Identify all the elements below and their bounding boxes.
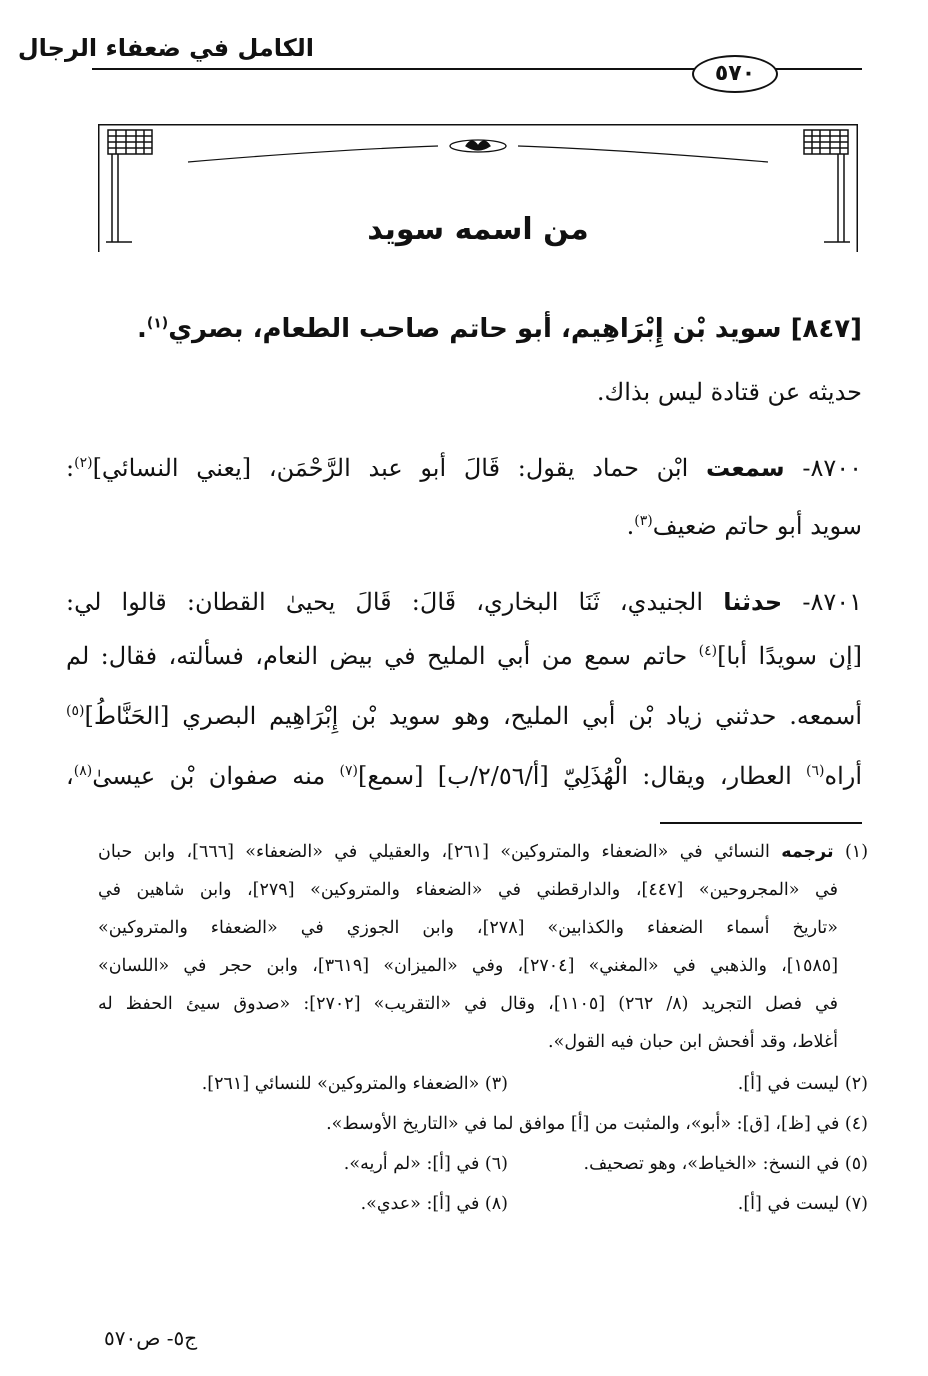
footnote-6: (٦) في [أ]: «لم أريه». [343,1154,508,1174]
body-line-1: حديثه عن قتادة ليس بذاك. [596,378,862,406]
footnote-1-line-1: (١) ترجمه النسائي في «الضعفاء والمتروكين» [٢٦١]، والعقيلي في «الضعفاء» [٦٦٦]، وابن حبان [98,842,869,862]
section-heading: من اسمه سويد [367,212,589,247]
footnote-1-line-3: «تاريخ أسماء الضعفاء والكذابين» [٢٧٨]، وابن الجوزي في «الضعفاء والمتروكين» [98,918,838,938]
footnote-7: (٧) ليست في [أ]. [737,1194,868,1214]
body-line-2: ٨٧٠٠- سمعت ابْن حماد يقول: قَالَ أبو عبد الرَّحْمَن، [يعني النسائي]$^{(٢)}$: [66,454,862,482]
page-reference: ج٥- ص٥٧٠ [104,1326,198,1350]
footnote-3: (٣) «الضعفاء والمتروكين» للنسائي [٢٦١]. [201,1074,508,1094]
body-line-3: سويد أبو حاتم ضعيف$^{(٣)}$. [626,512,862,540]
page-number: ٥٧٠ [692,55,778,93]
footnote-5: (٥) في النسخ: «الخياط»، وهو تصحيف. [583,1154,868,1174]
footnote-8: (٨) في [أ]: «عدي». [360,1194,508,1214]
body-line-5: [إن سويدًا أبا]$^{(٤)}$ حاتم سمع من أبي المليح في بيض النعام، فسألته، فقال: لم [66,642,862,670]
footnote-ref: (١) [146,315,169,332]
footnote-1-line-2: في «المجروحين» [٤٤٧]، والدارقطني في «الضعفاء والمتروكين» [٢٧٩]، وابن شاهين في [98,880,838,900]
body-line-6: أسمعه. حدثني زياد بْن أبي المليح، وهو سويد بْن إِبْرَاهِيم البصري [الحَنَّاطُ]$^{(٥)}$ [66,702,863,730]
banner-center-flourish [450,140,506,152]
footnote-4: (٤) في [ظ]، [ق]: «أبو»، والمثبت من [أ] موافق لما في «التاريخ الأوسط». [326,1114,868,1134]
footnote-1-line-5: في فصل التجريد (٨/ ٢٦٢) [١١٠٥]، وقال في «التقريب» [٢٧٠٢]: «صدوق سيئ الحفظ له [98,994,839,1014]
footnote-1-line-6: أغلاط، وقد أفحش ابن حبان فيه القول». [548,1032,838,1052]
body-line-7: أراه$^{(٦)}$ العطار، ويقال: الْهُذَلِيّ [أ/٢/٥٦/ب] [سمع]$^{(٧)}$ منه صفوان بْن عيسىٰ$^{(٨)}$، [66,762,863,790]
entry-heading: [٨٤٧] سويد بْن إِبْرَاهِيم، أبو حاتم صاحب الطعام، بصري$^{(١)}$. [136,314,862,344]
footnote-1-line-4: [١٥٨٥]، والذهبي في «المغني» [٢٧٠٤]، وفي «الميزان» [٣٦١٩]، وابن حجر في «اللسان» [98,956,839,976]
body-line-4: ٨٧٠١- حدثنا الجنيدي، ثَنَا البخاري، قَالَ: قَالَ يحيىٰ القطان: قالوا لي: [66,588,862,616]
footnote-2: (٢) ليست في [أ]. [737,1074,868,1094]
footnote-rule [660,822,862,824]
book-title: الكامل في ضعفاء الرجال [17,34,314,62]
